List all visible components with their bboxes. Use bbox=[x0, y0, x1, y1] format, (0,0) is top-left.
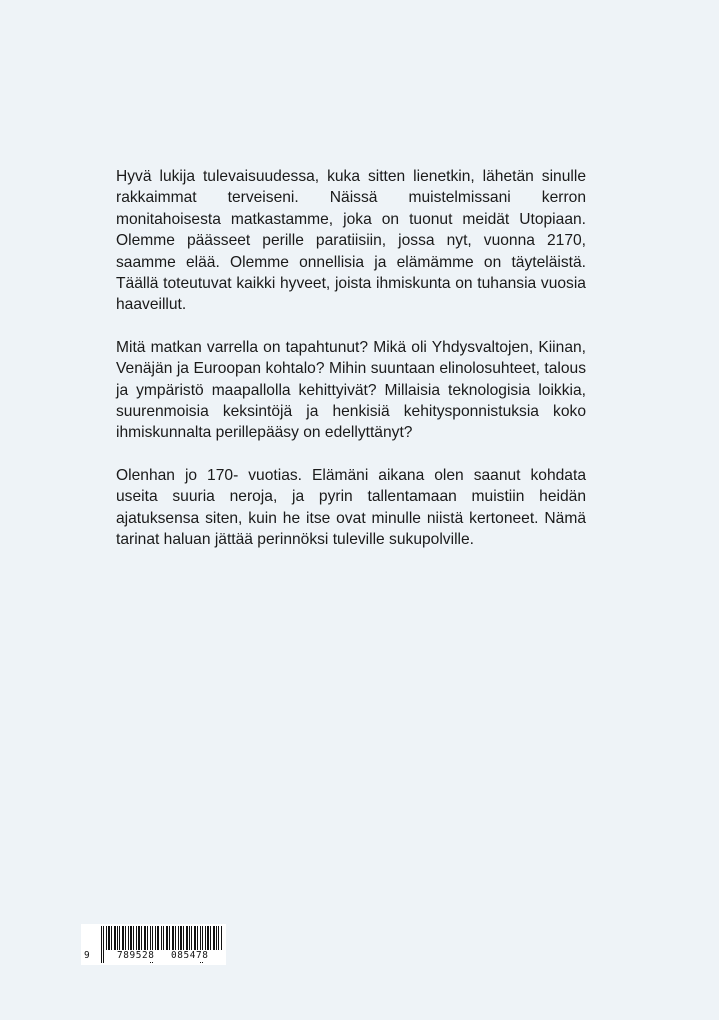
barcode-bar bbox=[166, 926, 168, 950]
barcode-bar bbox=[180, 926, 182, 950]
barcode-digits-right: 085478 bbox=[171, 950, 209, 961]
barcode-bar bbox=[172, 926, 174, 950]
barcode-guard-bar bbox=[101, 926, 102, 963]
paragraph-questions: Mitä matkan varrella on tapahtunut? Mikä oli Yhdysvaltojen, Kiinan, Venäjän ja Euroopan kohtalo? Mihin suuntaan elinolosuhteet, talous ja ympäristö maapallolla kehittyivät? Millaisia teknologisia loikkia, suurenmoisia keksintöjä ja henkisiä kehitysponnistuksia koko ihmiskunnalta perillepääsy on edellyttänyt? bbox=[116, 338, 586, 442]
barcode-bar bbox=[147, 926, 148, 950]
barcode-bar bbox=[128, 926, 129, 950]
barcode-guard-bar bbox=[103, 926, 104, 963]
barcode-bar bbox=[119, 926, 120, 950]
barcode-bar bbox=[216, 926, 217, 950]
barcode-bar bbox=[207, 926, 209, 950]
isbn-barcode bbox=[81, 924, 226, 965]
barcode-bar bbox=[197, 926, 198, 950]
barcode-bar bbox=[108, 926, 110, 950]
barcode-bar bbox=[111, 926, 112, 950]
barcode-bar bbox=[130, 926, 132, 950]
barcode-digit-first: 9 bbox=[84, 950, 91, 961]
barcode-bar bbox=[114, 926, 116, 950]
barcode-bar bbox=[125, 926, 126, 950]
barcode-bar bbox=[205, 926, 206, 950]
barcode-bar bbox=[122, 926, 124, 950]
barcode-bar bbox=[169, 926, 170, 950]
barcode-bar bbox=[221, 926, 222, 950]
barcode-bar bbox=[175, 926, 176, 950]
barcode-bar bbox=[117, 926, 118, 950]
barcode-bar bbox=[138, 926, 140, 950]
barcode-bar bbox=[178, 926, 179, 950]
barcode-bar bbox=[213, 926, 215, 950]
barcode-bar bbox=[183, 926, 184, 950]
paragraph-intro: Hyvä lukija tulevaisuudessa, kuka sitten lienetkin, lähetän sinulle rakkaimmat terveiseni. Näissä muistelmissani kerron monitahoisesta matkastamme, joka on tuonut meidät Utopiaan. Olemme päässeet perille paratiisiin, jossa nyt, vuonna 2170, saamme elää. Olemme onnellisia ja elämämme on täyteläistä. Täällä toteutuvat kaikki hyveet, joista ihmiskunta on tuhansia vuosia haaveillut. bbox=[116, 168, 586, 314]
barcode-bar bbox=[186, 926, 188, 950]
back-cover-text bbox=[116, 166, 586, 572]
barcode-bar bbox=[163, 926, 164, 950]
barcode-bar bbox=[194, 926, 196, 950]
barcode-bar bbox=[144, 926, 146, 950]
barcode-bar bbox=[136, 926, 137, 950]
barcode-bar bbox=[191, 926, 192, 950]
barcode-bar bbox=[157, 926, 159, 950]
barcode-bar bbox=[106, 926, 107, 950]
barcode-bar bbox=[189, 926, 190, 950]
barcode-bar bbox=[155, 926, 156, 950]
barcode-digits-left: 789528 bbox=[117, 950, 155, 961]
barcode-bar bbox=[133, 926, 134, 950]
barcode-bar bbox=[161, 926, 162, 950]
barcode-bar bbox=[218, 926, 219, 950]
paragraph-narrator: Olenhan jo 170- vuotias. Elämäni aikana olen saanut kohdata useita suuria neroja, ja pyrin tallentamaan muistiin heidän ajatuksensa siten, kuin he itse ovat minulle niistä kertoneet. Nämä tarinat haluan jättää perinnöksi tuleville sukupolville. bbox=[116, 466, 586, 549]
barcode-bar bbox=[210, 926, 211, 950]
barcode-bar bbox=[141, 926, 142, 950]
